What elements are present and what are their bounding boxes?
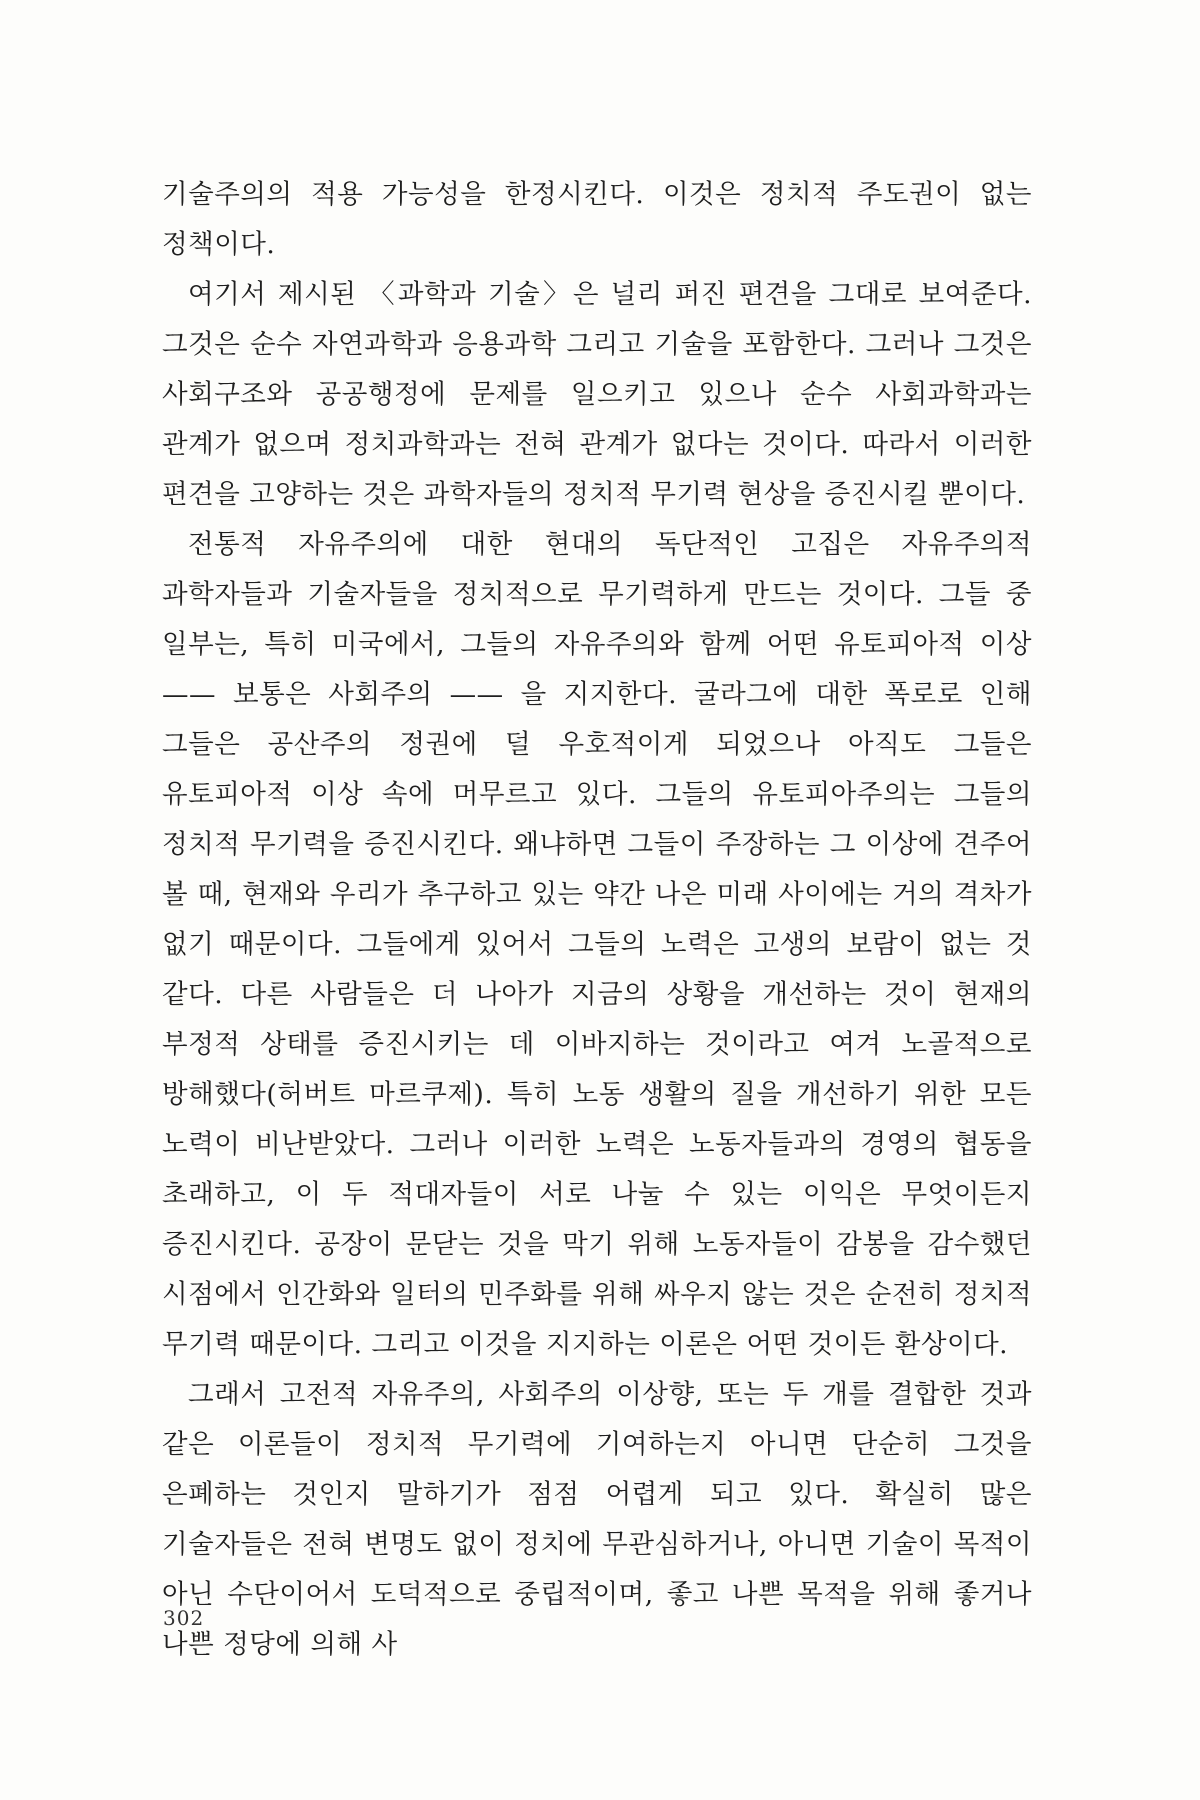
body-text	[162, 170, 1032, 1670]
paragraph-science-and-technology: 여기서 제시된 〈과학과 기술〉은 널리 퍼진 편견을 그대로 보여준다. 그것은 순수 자연과학과 응용과학 그리고 기술을 포함한다. 그러나 그것은 사회구조와 공공행정에 문제를 일으키고 있으나 순수 사회과학과는 관계가 없으며 정치과학과는 전혀 관계가 없다는 것이다. 따라서 이러한 편견을 고양하는 것은 과학자들의 정치적 무기력 현상을 증진시킬 뿐이다.	[162, 279, 1032, 510]
paragraph-continuation: 기술주의의 적용 가능성을 한정시킨다. 이것은 정치적 주도권이 없는 정책이다.	[162, 179, 1032, 260]
paragraph-classical-liberalism: 그래서 고전적 자유주의, 사회주의 이상향, 또는 두 개를 결합한 것과 같은 이론들이 정치적 무기력에 기여하는지 아니면 단순히 그것을 은폐하는 것인지 말하기가 점점 어렵게 되고 있다. 확실히 많은 기술자들은 전혀 변명도 없이 정치에 무관심하거나, 아니면 기술이 목적이 아닌 수단이어서 도덕적으로 중립적이며, 좋고 나쁜 목적을 위해 좋거나 나쁜 정당에 의해 사	[162, 1379, 1032, 1660]
page-number: 302	[163, 1606, 205, 1630]
paragraph-traditional-liberalism: 전통적 자유주의에 대한 현대의 독단적인 고집은 자유주의적 과학자들과 기술자들을 정치적으로 무기력하게 만드는 것이다. 그들 중 일부는, 특히 미국에서, 그들의 자유주의와 함께 어떤 유토피아적 이상 —— 보통은 사회주의 —— 을 지지한다. 굴라그에 대한 폭로로 인해 그들은 공산주의 정권에 덜 우호적이게 되었으나 아직도 그들은 유토피아적 이상 속에 머무르고 있다. 그들의 유토피아주의는 그들의 정치적 무기력을 증진시킨다. 왜냐하면 그들이 주장하는 그 이상에 견주어 볼 때, 현재와 우리가 추구하고 있는 약간 나은 미래 사이에는 거의 격차가 없기 때문이다. 그들에게 있어서 그들의 노력은 고생의 보람이 없는 것 같다. 다른 사람들은 더 나아가 지금의 상황을 개선하는 것이 현재의 부정적 상태를 증진시키는 데 이바지하는 것이라고 여겨 노골적으로 방해했다(허버트 마르쿠제). 특히 노동 생활의 질을 개선하기 위한 모든 노력이 비난받았다. 그러나 이러한 노력은 노동자들과의 경영의 협동을 초래하고, 이 두 적대자들이 서로 나눌 수 있는 이익은 무엇이든지 증진시킨다. 공장이 문닫는 것을 막기 위해 노동자들이 감봉을 감수했던 시점에서 인간화와 일터의 민주화를 위해 싸우지 않는 것은 순전히 정치적 무기력 때문이다. 그리고 이것을 지지하는 이론은 어떤 것이든 환상이다.	[162, 529, 1032, 1360]
